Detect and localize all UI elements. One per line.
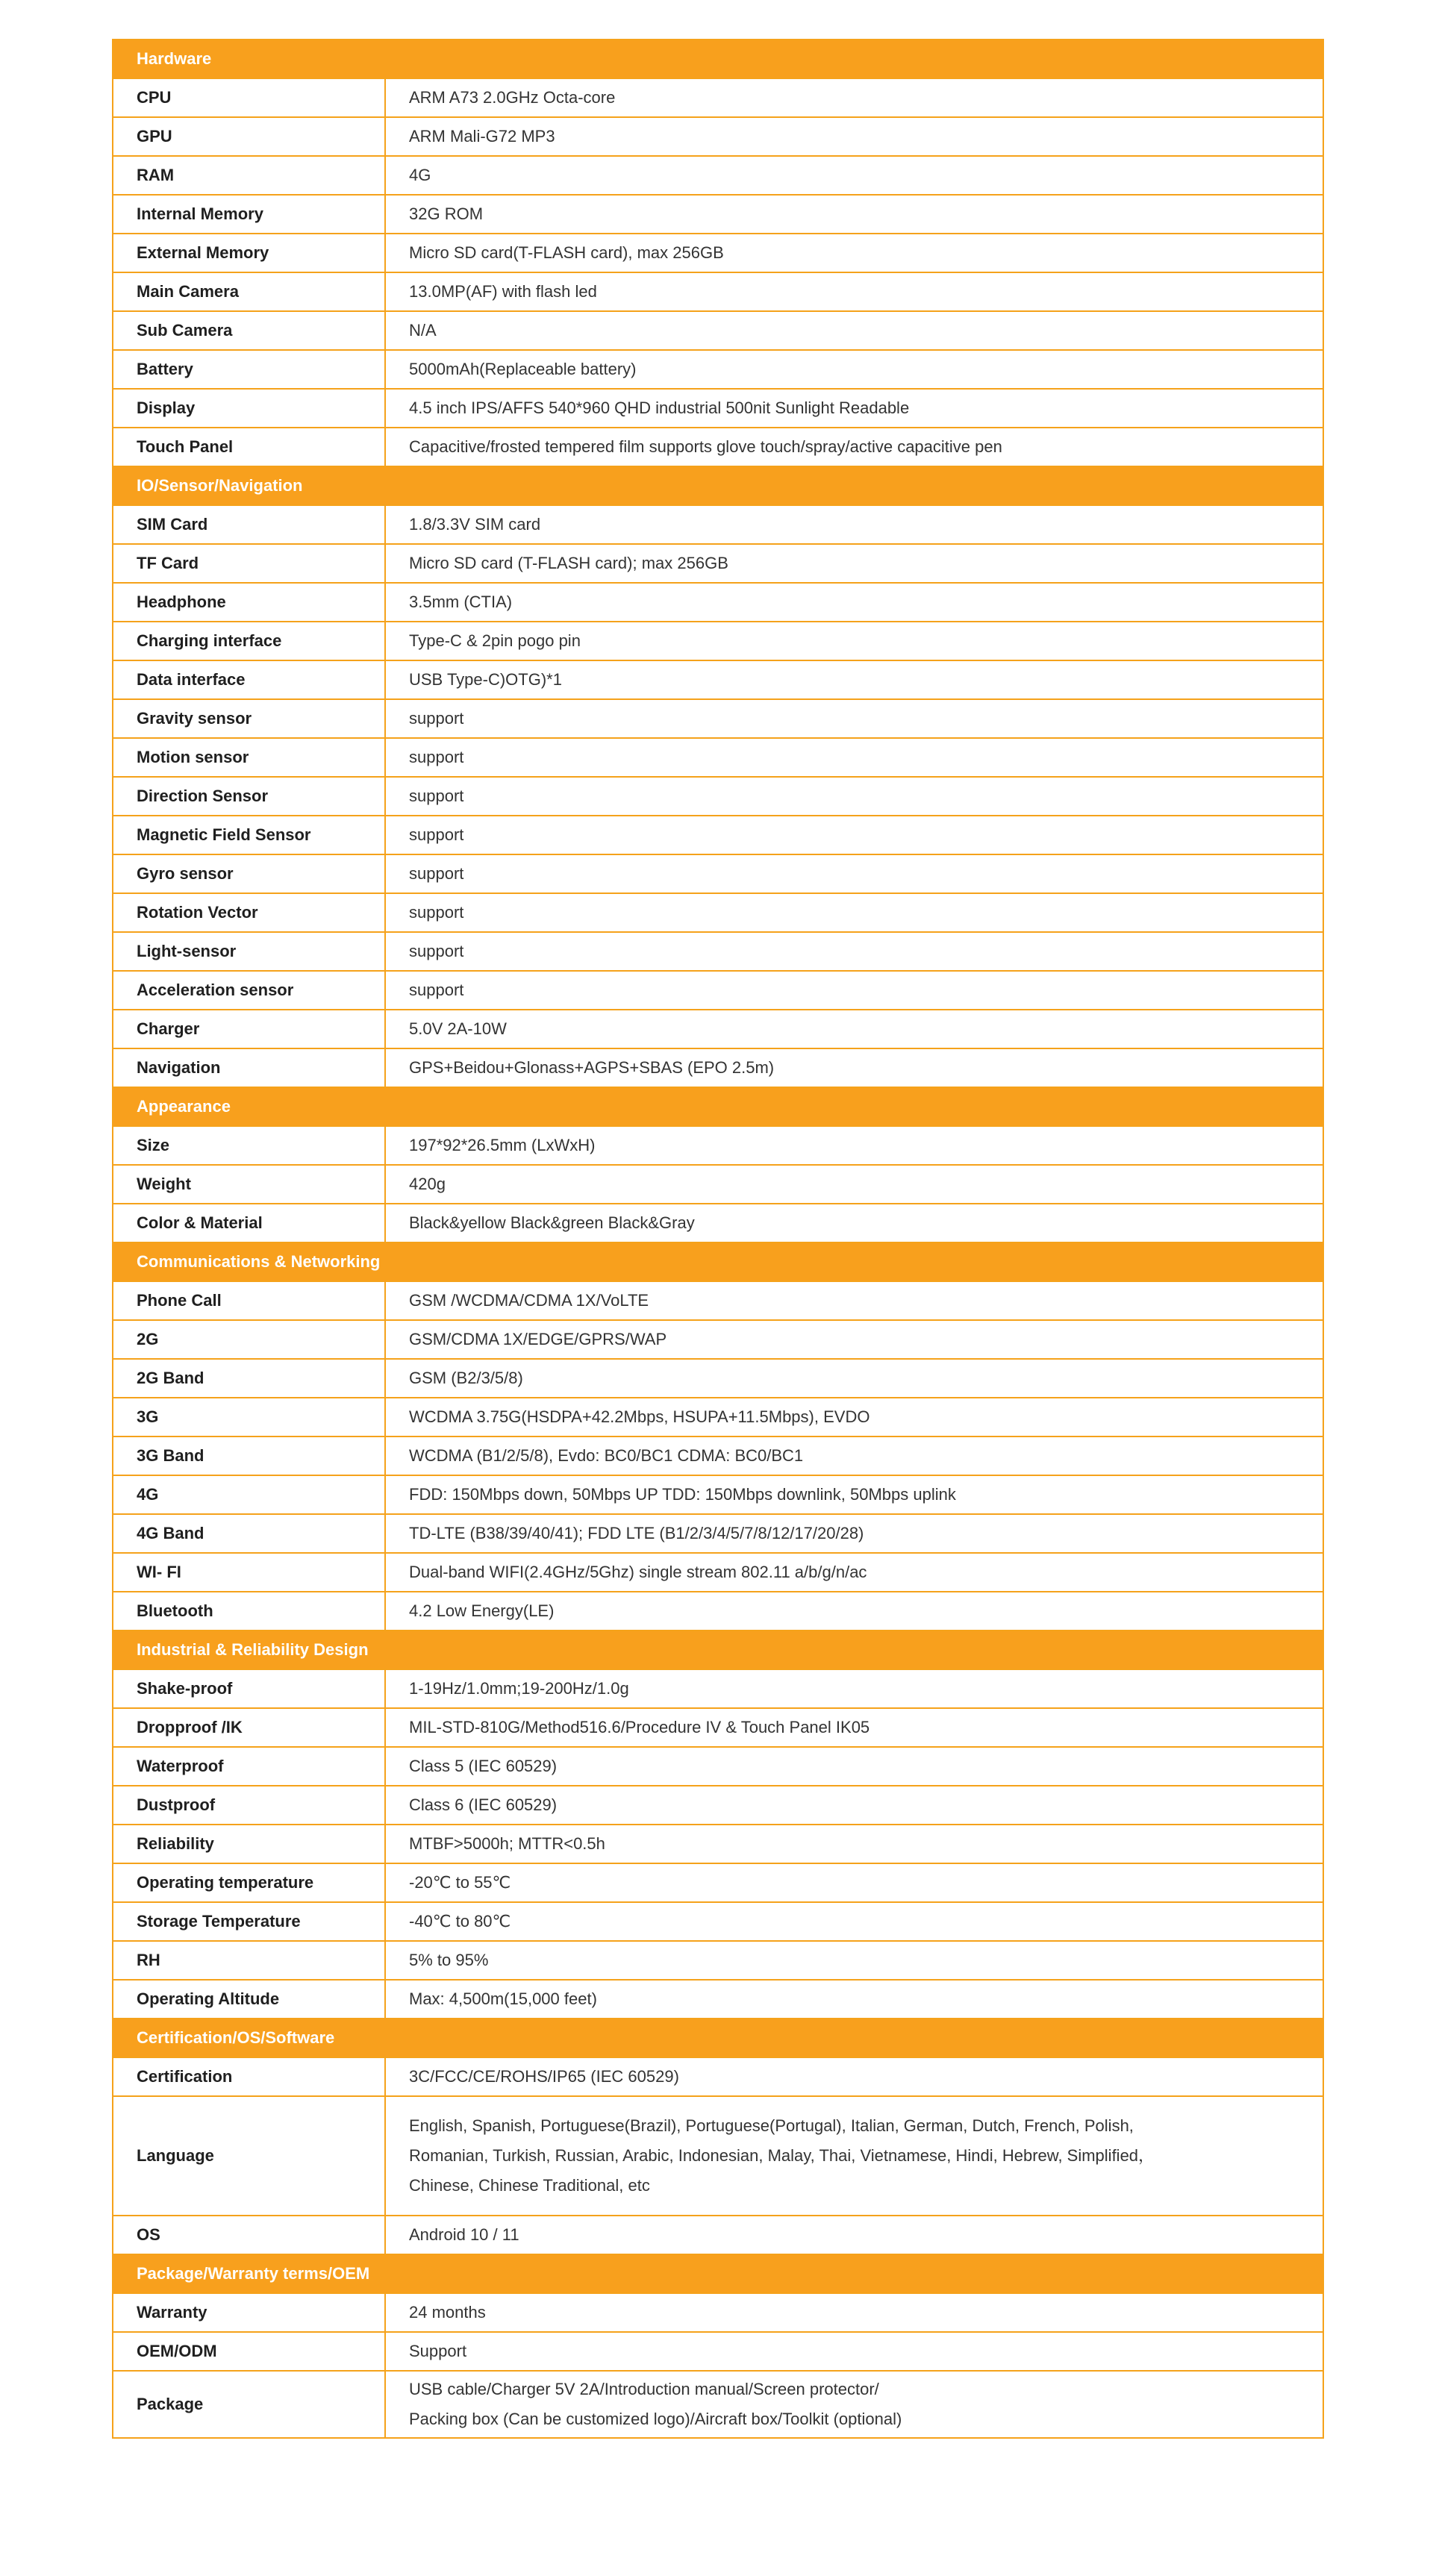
spec-value: Max: 4,500m(15,000 feet) (385, 1980, 1323, 2019)
spec-value (385, 2096, 1323, 2216)
spec-label: 3G Band (113, 1437, 385, 1475)
spec-value: ARM Mali-G72 MP3 (385, 117, 1323, 156)
spec-row-waterproof (113, 1747, 1323, 1786)
spec-value: Micro SD card(T-FLASH card), max 256GB (385, 234, 1323, 272)
spec-row-gyro-sensor (113, 854, 1323, 893)
spec-value: support (385, 893, 1323, 932)
section-header-appearance (113, 1087, 1323, 1126)
section-title: Package/Warranty terms/OEM (113, 2254, 1323, 2293)
spec-row-direction-sensor (113, 777, 1323, 816)
spec-label: Headphone (113, 583, 385, 622)
spec-row-touch-panel (113, 428, 1323, 466)
section-title: IO/Sensor/Navigation (113, 466, 1323, 505)
spec-row-acceleration-sensor (113, 971, 1323, 1010)
spec-label: Gyro sensor (113, 854, 385, 893)
spec-label: 2G (113, 1320, 385, 1359)
section-title: Certification/OS/Software (113, 2019, 1323, 2057)
spec-row-light-sensor (113, 932, 1323, 971)
spec-row-color-material (113, 1204, 1323, 1242)
spec-label: OEM/ODM (113, 2332, 385, 2371)
spec-label: Color & Material (113, 1204, 385, 1242)
spec-value: 1.8/3.3V SIM card (385, 505, 1323, 544)
spec-label: Acceleration sensor (113, 971, 385, 1010)
spec-value (385, 2371, 1323, 2438)
spec-label: CPU (113, 78, 385, 117)
section-title: Hardware (113, 40, 1323, 78)
spec-row-bluetooth (113, 1592, 1323, 1631)
spec-value: support (385, 777, 1323, 816)
spec-value: MIL-STD-810G/Method516.6/Procedure IV & Touch Panel IK05 (385, 1708, 1323, 1747)
spec-label: Motion sensor (113, 738, 385, 777)
spec-label: Certification (113, 2057, 385, 2096)
spec-value: Class 6 (IEC 60529) (385, 1786, 1323, 1825)
spec-row-operating-altitude (113, 1980, 1323, 2019)
spec-label: Main Camera (113, 272, 385, 311)
spec-value: 5000mAh(Replaceable battery) (385, 350, 1323, 389)
spec-label: Phone Call (113, 1281, 385, 1320)
spec-label: Operating Altitude (113, 1980, 385, 2019)
spec-row-magnetic-field-sensor (113, 816, 1323, 854)
spec-row-rotation-vector (113, 893, 1323, 932)
section-title: Industrial & Reliability Design (113, 1631, 1323, 1669)
spec-value: N/A (385, 311, 1323, 350)
spec-value: 4G (385, 156, 1323, 195)
spec-row-data-interface (113, 660, 1323, 699)
spec-row-main-camera (113, 272, 1323, 311)
spec-value: GSM/CDMA 1X/EDGE/GPRS/WAP (385, 1320, 1323, 1359)
spec-row-size (113, 1126, 1323, 1165)
section-header-industrial-reliability-design (113, 1631, 1323, 1669)
spec-value: support (385, 854, 1323, 893)
spec-label: Rotation Vector (113, 893, 385, 932)
spec-label: Weight (113, 1165, 385, 1204)
section-header-hardware (113, 40, 1323, 78)
spec-label: Dustproof (113, 1786, 385, 1825)
spec-label: Storage Temperature (113, 1902, 385, 1941)
spec-row-operating-temperature (113, 1863, 1323, 1902)
spec-value: Dual-band WIFI(2.4GHz/5Ghz) single stream 802.11 a/b/g/n/ac (385, 1553, 1323, 1592)
spec-value: 5.0V 2A-10W (385, 1010, 1323, 1048)
spec-label: Magnetic Field Sensor (113, 816, 385, 854)
spec-label: Operating temperature (113, 1863, 385, 1902)
spec-row-sim-card (113, 505, 1323, 544)
spec-label: External Memory (113, 234, 385, 272)
spec-value: support (385, 699, 1323, 738)
spec-row-3g-band (113, 1437, 1323, 1475)
spec-label: Navigation (113, 1048, 385, 1087)
spec-table (112, 39, 1324, 2439)
spec-value: 32G ROM (385, 195, 1323, 234)
section-title: Communications & Networking (113, 1242, 1323, 1281)
spec-row-reliability (113, 1825, 1323, 1863)
spec-row-4g (113, 1475, 1323, 1514)
spec-value: 1-19Hz/1.0mm;19-200Hz/1.0g (385, 1669, 1323, 1708)
spec-row-motion-sensor (113, 738, 1323, 777)
spec-value: 420g (385, 1165, 1323, 1204)
section-header-package-warranty-terms-oem (113, 2254, 1323, 2293)
spec-row-battery (113, 350, 1323, 389)
spec-row-4g-band (113, 1514, 1323, 1553)
spec-label: 2G Band (113, 1359, 385, 1398)
spec-label: 4G (113, 1475, 385, 1514)
spec-value: support (385, 971, 1323, 1010)
spec-value: GSM (B2/3/5/8) (385, 1359, 1323, 1398)
spec-row-sub-camera (113, 311, 1323, 350)
spec-value: 3.5mm (CTIA) (385, 583, 1323, 622)
spec-value: TD-LTE (B38/39/40/41); FDD LTE (B1/2/3/4/5/7/8/12/17/20/28) (385, 1514, 1323, 1553)
spec-row-language (113, 2096, 1323, 2216)
spec-row-navigation (113, 1048, 1323, 1087)
spec-label: WI- FI (113, 1553, 385, 1592)
spec-row-certification (113, 2057, 1323, 2096)
spec-label: Waterproof (113, 1747, 385, 1786)
spec-row-gravity-sensor (113, 699, 1323, 738)
spec-row-internal-memory (113, 195, 1323, 234)
spec-row-oem-odm (113, 2332, 1323, 2371)
spec-value: Black&yellow Black&green Black&Gray (385, 1204, 1323, 1242)
spec-label: Bluetooth (113, 1592, 385, 1631)
spec-label: Size (113, 1126, 385, 1165)
spec-value: FDD: 150Mbps down, 50Mbps UP TDD: 150Mbps downlink, 50Mbps uplink (385, 1475, 1323, 1514)
spec-row-2g (113, 1320, 1323, 1359)
spec-value: Capacitive/frosted tempered film supports glove touch/spray/active capacitive pen (385, 428, 1323, 466)
spec-label: OS (113, 2216, 385, 2254)
spec-row-3g (113, 1398, 1323, 1437)
spec-row-gpu (113, 117, 1323, 156)
spec-label: Direction Sensor (113, 777, 385, 816)
spec-row-charger (113, 1010, 1323, 1048)
spec-value: 5% to 95% (385, 1941, 1323, 1980)
spec-row-tf-card (113, 544, 1323, 583)
spec-label: Display (113, 389, 385, 428)
spec-row-wi-fi (113, 1553, 1323, 1592)
spec-row-weight (113, 1165, 1323, 1204)
spec-label: SIM Card (113, 505, 385, 544)
spec-label: Reliability (113, 1825, 385, 1863)
spec-value-line: Romanian, Turkish, Russian, Arabic, Indonesian, Malay, Thai, Vietnamese, Hindi, Hebrew, Simplified， (409, 2146, 1155, 2165)
spec-value: Micro SD card (T-FLASH card); max 256GB (385, 544, 1323, 583)
spec-row-display (113, 389, 1323, 428)
spec-label: Charging interface (113, 622, 385, 660)
spec-label: Warranty (113, 2293, 385, 2332)
spec-row-ram (113, 156, 1323, 195)
section-header-communications-networking (113, 1242, 1323, 1281)
section-title: Appearance (113, 1087, 1323, 1126)
spec-label: TF Card (113, 544, 385, 583)
spec-label: Language (113, 2096, 385, 2216)
spec-row-os (113, 2216, 1323, 2254)
spec-row-storage-temperature (113, 1902, 1323, 1941)
spec-value: Android 10 / 11 (385, 2216, 1323, 2254)
spec-value: -40℃ to 80℃ (385, 1902, 1323, 1941)
spec-row-charging-interface (113, 622, 1323, 660)
spec-row-cpu (113, 78, 1323, 117)
spec-label: Touch Panel (113, 428, 385, 466)
spec-label: GPU (113, 117, 385, 156)
spec-row-headphone (113, 583, 1323, 622)
spec-value: 3C/FCC/CE/ROHS/IP65 (IEC 60529) (385, 2057, 1323, 2096)
spec-row-external-memory (113, 234, 1323, 272)
spec-row-shake-proof (113, 1669, 1323, 1708)
section-header-io-sensor-navigation (113, 466, 1323, 505)
spec-label: RH (113, 1941, 385, 1980)
spec-value: 24 months (385, 2293, 1323, 2332)
spec-label: Light-sensor (113, 932, 385, 971)
spec-value: GSM /WCDMA/CDMA 1X/VoLTE (385, 1281, 1323, 1320)
spec-label: RAM (113, 156, 385, 195)
spec-value: Class 5 (IEC 60529) (385, 1747, 1323, 1786)
spec-label: Internal Memory (113, 195, 385, 234)
spec-label: Sub Camera (113, 311, 385, 350)
spec-value: Support (385, 2332, 1323, 2371)
spec-value: GPS+Beidou+Glonass+AGPS+SBAS (EPO 2.5m) (385, 1048, 1323, 1087)
spec-value-line: Chinese, Chinese Traditional, etc (409, 2176, 650, 2195)
spec-label: Battery (113, 350, 385, 389)
spec-value: ARM A73 2.0GHz Octa-core (385, 78, 1323, 117)
spec-label: Shake-proof (113, 1669, 385, 1708)
spec-label: Gravity sensor (113, 699, 385, 738)
spec-value: WCDMA (B1/2/5/8), Evdo: BC0/BC1 CDMA: BC0/BC1 (385, 1437, 1323, 1475)
spec-value: 197*92*26.5mm (LxWxH) (385, 1126, 1323, 1165)
spec-label: Package (113, 2371, 385, 2438)
spec-value: MTBF>5000h; MTTR<0.5h (385, 1825, 1323, 1863)
spec-value: WCDMA 3.75G(HSDPA+42.2Mbps, HSUPA+11.5Mbps), EVDO (385, 1398, 1323, 1437)
spec-value-line: Packing box (Can be customized logo)/Aircraft box/Toolkit (optional) (409, 2410, 902, 2428)
spec-value: 4.5 inch IPS/AFFS 540*960 QHD industrial 500nit Sunlight Readable (385, 389, 1323, 428)
spec-table-body (113, 40, 1323, 2438)
spec-value: USB Type-C)OTG)*1 (385, 660, 1323, 699)
spec-value: -20℃ to 55℃ (385, 1863, 1323, 1902)
spec-label: 4G Band (113, 1514, 385, 1553)
spec-label: Charger (113, 1010, 385, 1048)
spec-label: Dropproof /IK (113, 1708, 385, 1747)
spec-value: 13.0MP(AF) with flash led (385, 272, 1323, 311)
spec-value: support (385, 816, 1323, 854)
spec-row-dustproof (113, 1786, 1323, 1825)
spec-value: 4.2 Low Energy(LE) (385, 1592, 1323, 1631)
section-header-certification-os-software (113, 2019, 1323, 2057)
spec-row-package (113, 2371, 1323, 2438)
spec-label: 3G (113, 1398, 385, 1437)
spec-label: Data interface (113, 660, 385, 699)
spec-value: Type-C & 2pin pogo pin (385, 622, 1323, 660)
spec-row-rh (113, 1941, 1323, 1980)
spec-row-phone-call (113, 1281, 1323, 1320)
spec-row-dropproof-ik (113, 1708, 1323, 1747)
spec-value-line: USB cable/Charger 5V 2A/Introduction manual/Screen protector/ (409, 2380, 879, 2398)
spec-value: support (385, 738, 1323, 777)
spec-value: support (385, 932, 1323, 971)
spec-row-2g-band (113, 1359, 1323, 1398)
spec-row-warranty (113, 2293, 1323, 2332)
spec-value-line: English, Spanish, Portuguese(Brazil), Portuguese(Portugal), Italian, German, Dutch, French, Polish, (409, 2116, 1134, 2135)
